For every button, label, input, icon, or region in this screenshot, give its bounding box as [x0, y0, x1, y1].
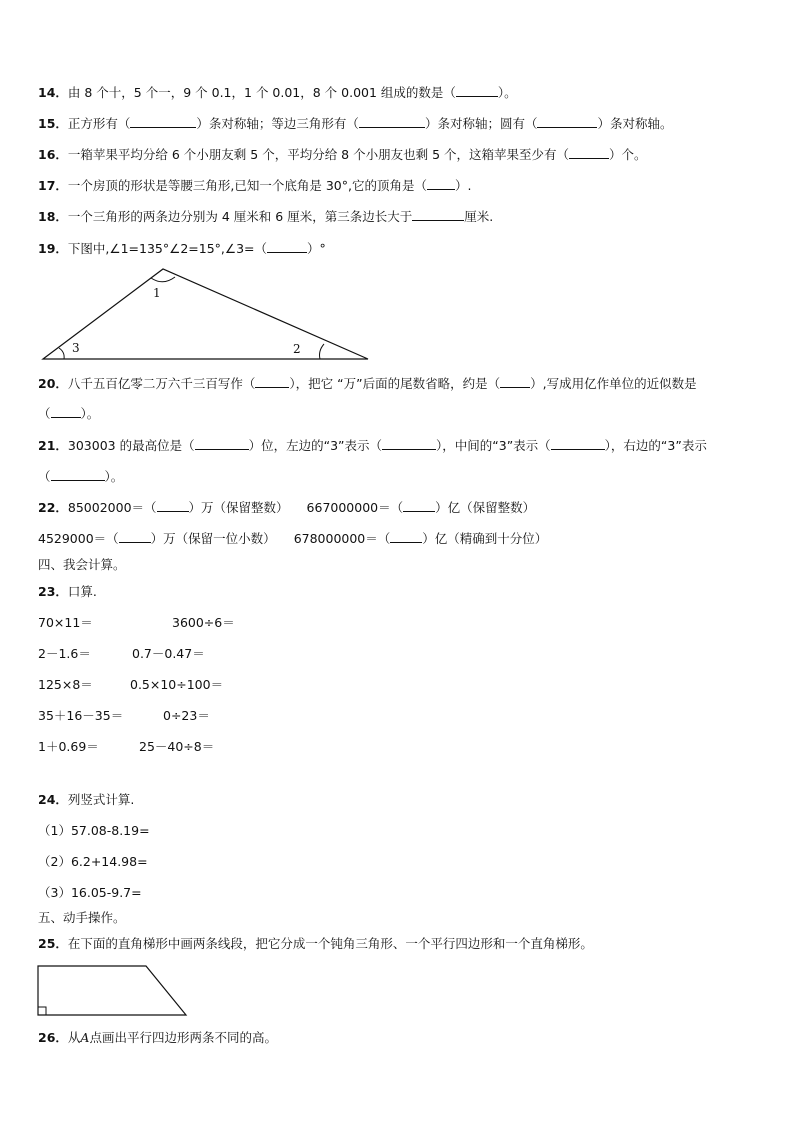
q21-text-a: 303003 的最高位是（	[67, 438, 195, 453]
vertical-calc-3: （3）16.05-9.7=	[38, 885, 142, 900]
q22-text-b: ）万（保留整数）	[188, 500, 289, 515]
q21-blank-3[interactable]	[551, 437, 605, 450]
q17-text-a: 一个房顶的形状是等腰三角形,已知一个底角是 30°,它的顶角是（	[67, 178, 427, 193]
q20-blank-3[interactable]	[51, 405, 81, 418]
q14-number: 14．	[38, 85, 68, 100]
question-25	[38, 936, 593, 952]
question-14	[38, 84, 517, 101]
calc-2-2: 0.7－0.47＝	[132, 646, 205, 661]
calc-1-2: 3600÷6＝	[172, 615, 235, 630]
calc-1-1: 70×11＝	[38, 615, 93, 630]
q20-number: 20．	[38, 376, 68, 391]
q26-number: 26．	[38, 1030, 68, 1045]
q22-text-a: 85002000＝（	[67, 500, 157, 515]
calc-3-2: 0.5×10÷100＝	[130, 677, 224, 692]
question-17	[38, 177, 471, 194]
angle-3-label: 3	[72, 341, 80, 355]
question-19	[38, 240, 326, 257]
calc-4-2: 0÷23＝	[163, 708, 210, 723]
q23-title: 口算.	[67, 584, 97, 599]
section-5-heading: 五、动手操作。	[38, 910, 126, 925]
q22-text-d: ）亿（保留整数）	[435, 500, 536, 515]
q21-text-f: ）。	[104, 469, 124, 484]
q18-text-a: 一个三角形的两条边分别为 4 厘米和 6 厘米，第三条边长大于	[67, 209, 413, 224]
angle-1-arc	[151, 277, 175, 282]
q22-blank-4[interactable]	[390, 530, 422, 543]
q26-text-b: 点画出平行四边形两条不同的高。	[89, 1030, 277, 1045]
q20-text-a: 八千五百亿零二万六千三百写作（	[67, 376, 256, 391]
q22-blank-3[interactable]	[119, 530, 151, 543]
section-4-heading: 四、我会计算。	[38, 557, 126, 572]
q16-number: 16．	[38, 147, 68, 162]
q15-blank-2[interactable]	[359, 115, 425, 128]
q20-text-e: ）。	[80, 406, 100, 421]
q21-text-d: ），右边的“3”表示	[604, 438, 707, 453]
q15-number: 15．	[38, 116, 68, 131]
calc-3-1: 125×8＝	[38, 677, 93, 692]
q17-text-b: ）.	[454, 178, 472, 193]
q17-number: 17．	[38, 178, 68, 193]
angle-2-arc	[320, 344, 325, 359]
q22-text-c: 667000000＝（	[306, 500, 404, 515]
question-18	[38, 208, 493, 225]
triangle-outline	[43, 269, 368, 359]
q15-text-a: 正方形有（	[67, 116, 131, 131]
q22-blank-1[interactable]	[157, 499, 189, 512]
q20-text-b: ），把它 “万”后面的尾数省略，约是（	[289, 376, 501, 391]
q15-blank-3[interactable]	[537, 115, 597, 128]
q22-text-e: 4529000＝（	[38, 531, 119, 546]
q15-text-d: ）条对称轴。	[597, 116, 673, 131]
angle-3-arc	[59, 348, 64, 359]
question-23	[38, 584, 97, 600]
q14-text-a: 由 8 个十，5 个一，9 个 0.1，1 个 0.01，8 个 0.001 组成的数是（	[67, 85, 456, 100]
q20-text-d: （	[38, 406, 51, 421]
q15-text-c: ）条对称轴；圆有（	[424, 116, 538, 131]
right-trapezoid-outline	[38, 966, 186, 1015]
q19-text-b: ）°	[307, 241, 326, 256]
question-15	[38, 115, 672, 132]
q14-answer-blank[interactable]	[456, 84, 498, 97]
q21-blank-4[interactable]	[51, 468, 105, 481]
question-22	[38, 499, 535, 516]
angle-2-label: 2	[293, 342, 301, 356]
q16-answer-blank[interactable]	[569, 146, 609, 159]
right-angle-mark	[38, 1007, 46, 1015]
q21-text-c: ），中间的“3”表示（	[436, 438, 551, 453]
calc-5-1: 1＋0.69＝	[38, 739, 99, 754]
q18-number: 18．	[38, 209, 68, 224]
calc-2-1: 2－1.6＝	[38, 646, 91, 661]
q20-blank-1[interactable]	[255, 375, 289, 388]
calc-5-2: 25－40÷8＝	[139, 739, 215, 754]
q15-blank-1[interactable]	[130, 115, 196, 128]
q21-text-b: ）位，左边的“3”表示（	[248, 438, 383, 453]
q20-text-c: ）,写成用亿作单位的近似数是	[530, 376, 697, 391]
q21-blank-2[interactable]	[382, 437, 436, 450]
question-20-cont	[38, 405, 99, 422]
q19-answer-blank[interactable]	[267, 240, 307, 253]
q16-text-b: ）个。	[609, 147, 647, 162]
q19-number: 19．	[38, 241, 68, 256]
q26-text-a: 从	[67, 1030, 81, 1045]
q22-blank-2[interactable]	[403, 499, 435, 512]
q18-answer-blank[interactable]	[412, 208, 464, 221]
q22-text-f: ）万（保留一位小数）	[150, 531, 276, 546]
question-26	[38, 1030, 277, 1046]
q20-blank-2[interactable]	[500, 375, 530, 388]
calc-4-1: 35＋16－35＝	[38, 708, 124, 723]
q21-blank-1[interactable]	[195, 437, 249, 450]
q14-text-b: ）。	[497, 85, 517, 100]
question-16	[38, 146, 647, 163]
vertical-calc-1: （1）57.08-8.19=	[38, 823, 150, 838]
q17-answer-blank[interactable]	[427, 177, 455, 190]
q19-text-a: 下图中,∠1=135°∠2=15°,∠3=（	[67, 241, 268, 256]
q22-text-h: ）亿（精确到十分位）	[422, 531, 548, 546]
q22-text-g: 678000000＝（	[293, 531, 391, 546]
question-20	[38, 375, 697, 392]
vertical-calc-2: （2）6.2+14.98=	[38, 854, 148, 869]
point-a-label: A	[80, 1030, 90, 1045]
q24-title: 列竖式计算.	[67, 792, 135, 807]
question-24	[38, 792, 134, 808]
q21-text-e: （	[38, 469, 51, 484]
q16-text-a: 一箱苹果平均分给 6 个小朋友剩 5 个，平均分给 8 个小朋友也剩 5 个，这箱苹果至少有（	[67, 147, 570, 162]
q25-text: 在下面的直角梯形中画两条线段，把它分成一个钝角三角形、一个平行四边形和一个直角梯形。	[67, 936, 593, 951]
q24-number: 24．	[38, 792, 68, 807]
triangle-figure	[38, 264, 378, 364]
question-21	[38, 437, 707, 454]
q18-text-b: 厘米.	[464, 209, 494, 224]
q22-number: 22．	[38, 500, 68, 515]
q21-number: 21．	[38, 438, 68, 453]
question-21-cont	[38, 468, 123, 485]
question-22-cont	[38, 530, 547, 547]
q15-text-b: ）条对称轴；等边三角形有（	[196, 116, 359, 131]
trapezoid-figure	[36, 964, 191, 1018]
angle-1-label: 1	[153, 286, 161, 300]
q23-number: 23．	[38, 584, 68, 599]
q25-number: 25．	[38, 936, 68, 951]
